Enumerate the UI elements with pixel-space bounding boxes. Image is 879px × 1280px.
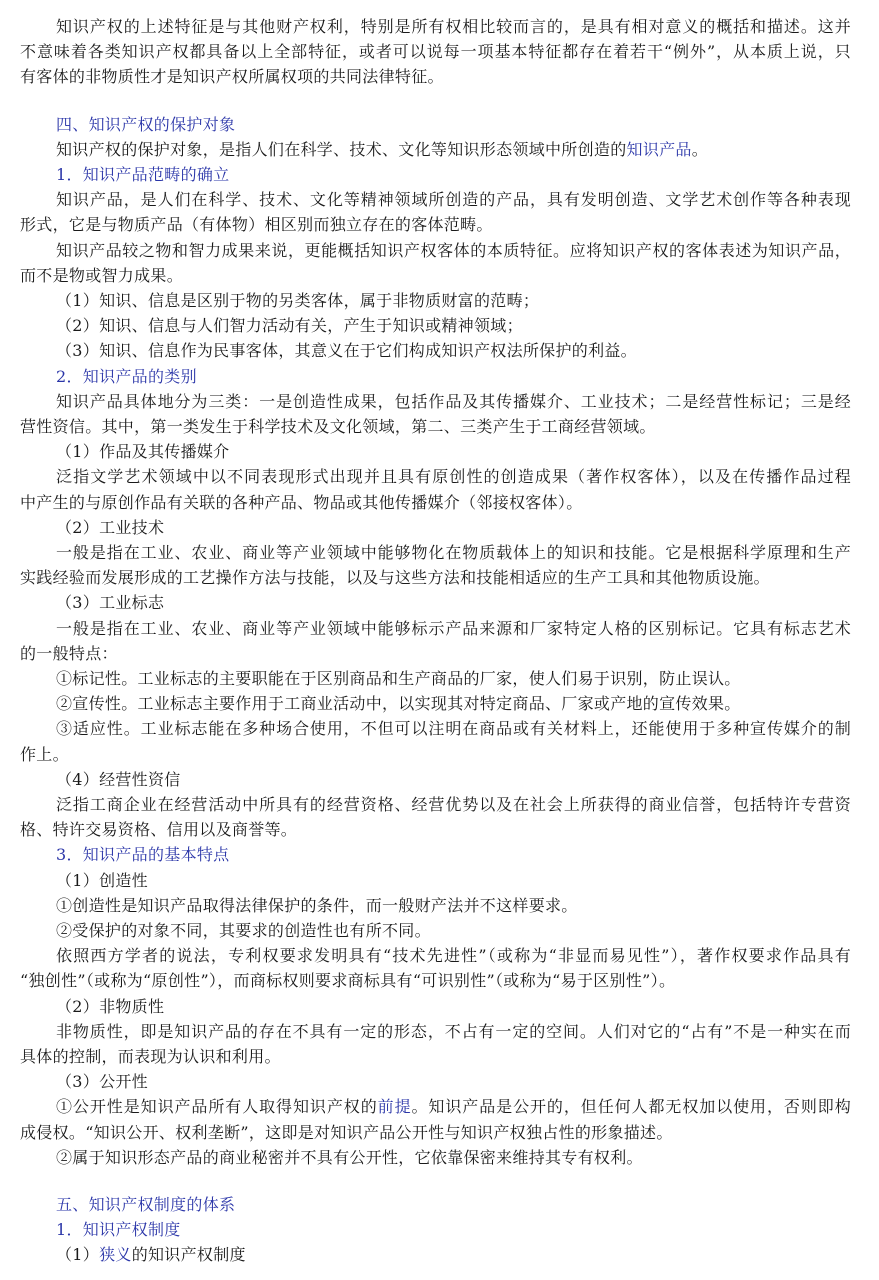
paragraph-line: 营性资信。其中，第一类发生于科学技术及文化领域，第二、三类产生于工商经营领域。: [20, 417, 656, 436]
highlight-term: 前提: [377, 1097, 412, 1117]
list-item: ②宣传性。工业标志主要作用于工商业活动中，以实现其对特定商品、厂家或产地的宣传效果。: [56, 694, 741, 714]
paragraph-line: 知识产品具体地分为三类：一是创造性成果，包括作品及其传播媒介、工业技术；二是经营性标记；三是经: [56, 391, 851, 411]
list-item: （3）知识、信息作为民事客体，其意义在于它们构成知识产权法所保护的利益。: [56, 341, 637, 361]
paragraph-line: 泛指文学艺术领域中以不同表现形式出现并且具有原创性的创造成果（著作权客体），以及在传播作品过程: [56, 467, 851, 487]
list-item: （2）知识、信息与人们智力活动有关，产生于知识或精神领域；: [56, 316, 523, 336]
paragraph-line: 泛指工商企业在经营活动中所具有的经营资格、经营优势以及在社会上所获得的商业信誉，包括特许专营资: [56, 795, 851, 814]
subsection-heading: 1．知识产品范畴的确立: [56, 165, 230, 184]
paragraph-line: 的一般特点：: [20, 643, 118, 663]
list-item: ①标记性。工业标志的主要职能在于区别商品和生产商品的厂家，使人们易于识别，防止误认。: [56, 669, 741, 688]
subsection-heading: 2．知识产品的类别: [56, 366, 197, 386]
paragraph-line: 一般是指在工业、农业、商业等产业领域中能够物化在物质载体上的知识和技能。它是根据科学原理和生产: [56, 543, 851, 562]
paragraph-line: 不意味着各类知识产权都具备以上全部特征，或者可以说每一项基本特征都存在着若干“例外”，从本质上说，只: [20, 42, 851, 62]
paragraph-line: “独创性”（或称为“原创性”），而商标权则要求商标具有“可识别性”（或称为“易于区别性”）。: [20, 971, 676, 991]
paragraph-line: ①公开性是知识产品所有人取得知识产权的前提。知识产品是公开的，但任何人都无权加以使用，否则即构: [56, 1097, 851, 1117]
paragraph-line: 一般是指在工业、农业、商业等产业领域中能够标示产品来源和厂家特定人格的区别标记。它具有标志艺术: [56, 618, 851, 638]
paragraph-line: 依照西方学者的说法，专利权要求发明具有“技术先进性”（或称为“非显而易见性”），著作权要求作品具有: [56, 946, 851, 966]
list-item: （3）工业标志: [56, 593, 165, 613]
paragraph-line: 知识产品较之物和智力成果来说，更能概括知识产权客体的本质特征。应将知识产权的客体表述为知识产品，: [56, 240, 851, 260]
paragraph-line: 中产生的与原创作品有关联的各种产品、物品或其他传播媒介（邻接权客体）。: [20, 492, 583, 512]
paragraph-line: 知识产权的保护对象，是指人们在科学、技术、文化等知识形态领域中所创造的知识产品。: [56, 139, 709, 159]
paragraph-line: 成侵权。“知识公开、权利垄断”，这即是对知识产品公开性与知识产权独占性的形象描述。: [20, 1122, 673, 1142]
paragraph-line: 知识产权的上述特征是与其他财产权利，特别是所有权相比较而言的，是具有相对意义的概括和描述。这并: [56, 17, 851, 36]
highlight-term: 知识产品: [626, 139, 692, 159]
list-item: ②受保护的对象不同，其要求的创造性也有所不同。: [56, 921, 431, 940]
paragraph-line: 有客体的非物质性才是知识产权所属权项的共同法律特征。: [20, 67, 444, 87]
paragraph-line: 非物质性，即是知识产品的存在不具有一定的形态，不占有一定的空间。人们对它的“占有”不是一种实在而: [56, 1021, 851, 1041]
list-item: （1）知识、信息是区别于物的另类客体，属于非物质财富的范畴；: [56, 291, 540, 310]
list-item: （4）经营性资信: [56, 769, 181, 789]
highlight-term: 狭义: [99, 1245, 132, 1265]
list-item: ③适应性。工业标志能在多种场合使用，不但可以注明在商品或有关材料上，还能使用于多种宣传媒介的制: [56, 719, 851, 739]
list-item: （3）公开性: [56, 1072, 148, 1092]
paragraph-line: 知识产品，是人们在科学、技术、文化等精神领域所创造的产品，具有发明创造、文学艺术创作等各种表现: [56, 190, 851, 210]
list-item: （1）狭义的知识产权制度: [56, 1245, 246, 1265]
section-heading: 四、知识产权的保护对象: [56, 114, 236, 134]
paragraph-line: 实践经验而发展形成的工艺操作方法与技能，以及与这些方法和技能相适应的生产工具和其他物质设施。: [20, 568, 770, 588]
subsection-heading: 1．知识产权制度: [56, 1220, 181, 1240]
section-heading: 五、知识产权制度的体系: [56, 1195, 236, 1214]
paragraph-line: ②属于知识形态产品的商业秘密并不具有公开性，它依靠保密来维持其专有权利。: [56, 1147, 643, 1167]
list-item: （1）作品及其传播媒介: [56, 442, 230, 462]
paragraph-line: 而不是物或智力成果。: [20, 265, 184, 285]
paragraph-line: 形式，它是与物质产品（有体物）相区别而独立存在的客体范畴。: [20, 215, 493, 235]
paragraph-line: 具体的控制，而表现为认识和利用。: [20, 1047, 281, 1066]
subsection-heading: 3．知识产品的基本特点: [56, 845, 230, 865]
list-item: ①创造性是知识产品取得法律保护的条件，而一般财产法并不这样要求。: [56, 895, 578, 915]
list-item: （2）工业技术: [56, 517, 165, 537]
paragraph-line: 格、特许交易资格、信用以及商誉等。: [20, 820, 298, 840]
paragraph-line: 作上。: [20, 744, 69, 764]
list-item: （2）非物质性: [56, 996, 165, 1016]
list-item: （1）创造性: [56, 870, 148, 890]
